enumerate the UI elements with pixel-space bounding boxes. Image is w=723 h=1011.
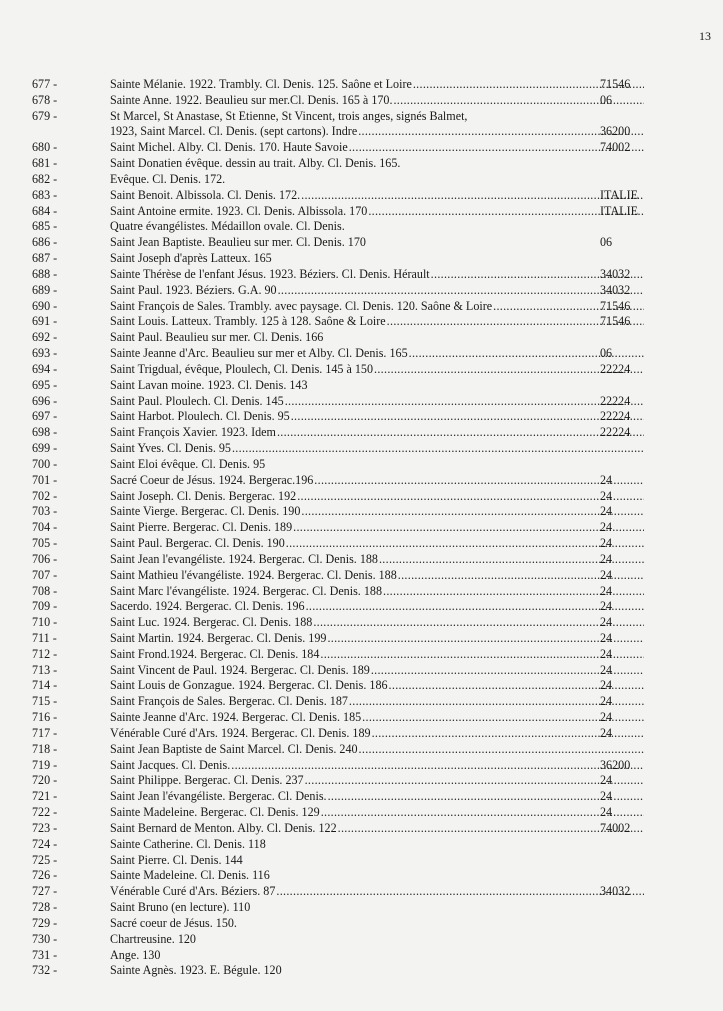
entry-description	[110, 219, 645, 235]
location-code: 71546	[600, 77, 631, 91]
entry-description	[110, 172, 645, 188]
entry-text: Saint Jean Baptiste. Beaulieu sur mer. Cl. Denis. 170	[110, 235, 366, 250]
entry-text: Saint Mathieu l'évangéliste. 1924. Bergerac. Cl. Denis. 188	[110, 567, 397, 582]
entry-number: 701 -	[32, 472, 58, 487]
entry-text: Chartreusine. 120	[110, 931, 196, 946]
entry-number: 720 -	[32, 773, 58, 788]
entry-description	[110, 568, 645, 584]
entry-text: Saint Harbot. Ploulech. Cl. Denis. 95	[110, 409, 290, 424]
catalogue-entry	[0, 916, 723, 932]
entry-text: Sacré Coeur de Jésus. 1924. Bergerac.196	[110, 472, 314, 487]
entry-text: Sainte Madeleine. Bergerac. Cl. Denis. 129	[110, 805, 320, 820]
location-code: 24	[600, 725, 613, 740]
catalogue-entry	[0, 710, 723, 726]
catalogue-entry	[0, 900, 723, 916]
entry-description	[110, 520, 645, 536]
entry-text: Saint François de Sales. Trambly. avec paysage. Cl. Denis. 120. Saône & Loire	[110, 298, 493, 313]
catalogue-entry	[0, 251, 723, 267]
entry-description	[110, 837, 645, 853]
catalogue-entry	[0, 283, 723, 299]
location-code: 06	[600, 346, 613, 361]
entry-number: 717 -	[32, 725, 58, 740]
entry-number: 724 -	[32, 836, 58, 851]
location-code: 22224	[600, 393, 631, 408]
entry-number: 714 -	[32, 678, 58, 693]
entry-number: 723 -	[32, 820, 58, 835]
location-code: 24	[600, 472, 613, 487]
entry-number: 695 -	[32, 377, 58, 392]
entry-description	[110, 489, 645, 505]
entry-number: 728 -	[32, 900, 58, 915]
entry-number: 727 -	[32, 884, 58, 899]
entry-number: 707 -	[32, 567, 58, 582]
entry-number: 693 -	[32, 346, 58, 361]
dot-leader	[297, 489, 644, 505]
entry-text: Sainte Catherine. Cl. Denis. 118	[110, 836, 266, 851]
entry-text: Saint Marc l'évangéliste. 1924. Bergerac. Cl. Denis. 188	[110, 583, 382, 598]
dot-leader	[327, 631, 644, 647]
location-code: 24	[600, 678, 613, 693]
location-code: 24	[600, 567, 613, 582]
entry-number: 703 -	[32, 504, 58, 519]
entry-description	[110, 536, 645, 552]
entry-number: 685 -	[32, 219, 58, 234]
entry-description	[110, 868, 645, 884]
catalogue-entry	[0, 362, 723, 378]
entry-text: Saint François de Sales. Bergerac. Cl. Denis. 187	[110, 694, 348, 709]
entry-description	[110, 805, 645, 821]
location-code: 36200	[600, 757, 631, 772]
entry-number: 709 -	[32, 599, 58, 614]
entry-number: 686 -	[32, 235, 58, 250]
entry-number: 726 -	[32, 868, 58, 883]
entry-text: Saint Louis. Latteux. Trambly. 125 à 128. Saône & Loire	[110, 314, 386, 329]
entry-description	[110, 457, 645, 473]
entry-description	[110, 330, 645, 346]
catalogue-entry	[0, 963, 723, 979]
entry-text: Saint Pierre. Cl. Denis. 144	[110, 852, 243, 867]
dot-leader	[320, 647, 644, 663]
dot-leader	[313, 615, 644, 631]
entry-description	[110, 853, 645, 869]
entry-description	[110, 235, 645, 251]
entry-number: 713 -	[32, 662, 58, 677]
entry-number: 718 -	[32, 741, 58, 756]
entry-text: Sainte Jeanne d'Arc. 1924. Bergerac. Cl. Denis. 185	[110, 710, 362, 725]
location-code: 24	[600, 520, 613, 535]
entry-description	[110, 156, 645, 172]
catalogue-entry	[0, 188, 723, 204]
entry-description	[110, 504, 645, 520]
entry-number: 677 -	[32, 77, 58, 91]
catalogue-entry	[0, 758, 723, 774]
location-code: 24	[600, 646, 613, 661]
catalogue-entry	[0, 204, 723, 220]
catalogue-entry	[0, 172, 723, 188]
catalogue-entry	[0, 378, 723, 394]
catalogue-entry	[0, 409, 723, 425]
entry-description	[110, 394, 645, 410]
dot-leader	[305, 773, 644, 789]
entry-description	[110, 584, 645, 600]
entry-number: 721 -	[32, 789, 58, 804]
entry-description	[110, 821, 645, 837]
entry-number: 704 -	[32, 520, 58, 535]
dot-leader	[293, 520, 644, 536]
location-code: 24	[600, 630, 613, 645]
catalogue-entry	[0, 140, 723, 156]
entry-description	[110, 362, 645, 378]
entry-text: 1923, Saint Marcel. Cl. Denis. (sept cartons). Indre	[110, 124, 358, 139]
dot-leader	[286, 536, 644, 552]
entry-description	[110, 409, 645, 425]
location-code: 71546	[600, 314, 631, 329]
entry-number: 710 -	[32, 615, 58, 630]
entry-number: 682 -	[32, 171, 58, 186]
entry-description	[110, 552, 645, 568]
dot-leader	[291, 409, 644, 425]
catalogue-entry	[0, 330, 723, 346]
entry-description	[110, 694, 645, 710]
entry-number: 708 -	[32, 583, 58, 598]
entry-number: 705 -	[32, 536, 58, 551]
catalogue-entry	[0, 821, 723, 837]
entry-text: Saint Paul. Ploulech. Cl. Denis. 145	[110, 393, 284, 408]
location-code: 24	[600, 551, 613, 566]
entry-text: Saint Jean l'evangéliste. 1924. Bergerac. Cl. Denis. 188	[110, 551, 378, 566]
entry-text: Saint Bruno (en lecture). 110	[110, 900, 251, 915]
entry-description	[110, 599, 645, 615]
entry-text: Saint Martin. 1924. Bergerac. Cl. Denis. 199	[110, 630, 327, 645]
catalogue-entry	[0, 884, 723, 900]
entry-description	[110, 663, 645, 679]
location-code: ITALIE	[600, 203, 638, 218]
catalogue-entry	[0, 663, 723, 679]
dot-leader	[278, 283, 644, 299]
entry-number: 683 -	[32, 187, 58, 202]
entry-text: Saint François Xavier. 1923. Idem	[110, 425, 276, 440]
catalogue-entry	[0, 853, 723, 869]
entry-description	[110, 900, 645, 916]
catalogue-entry	[0, 678, 723, 694]
location-code: 24	[600, 615, 613, 630]
location-code: 24	[600, 805, 613, 820]
entry-number: 729 -	[32, 915, 58, 930]
catalogue-entry	[0, 805, 723, 821]
location-code: 24	[600, 488, 613, 503]
entry-text: Vénérable Curé d'Ars. 1924. Bergerac. Cl. Denis. 189	[110, 725, 371, 740]
entry-description	[110, 647, 645, 663]
entry-description	[110, 251, 645, 267]
catalogue-entry	[0, 473, 723, 489]
entry-description	[110, 425, 645, 441]
catalogue-entry	[0, 504, 723, 520]
catalogue-entry	[0, 77, 723, 93]
catalogue-entry	[0, 837, 723, 853]
entry-text: Ange. 130	[110, 947, 161, 962]
dot-leader	[321, 805, 644, 821]
location-code: 24	[600, 694, 613, 709]
catalogue-entry	[0, 599, 723, 615]
catalogue-entry	[0, 394, 723, 410]
entry-text: Quatre évangélistes. Médaillon ovale. Cl. Denis.	[110, 219, 345, 234]
entry-text: Saint Vincent de Paul. 1924. Bergerac. Cl. Denis. 189	[110, 662, 370, 677]
entry-text: Sacré coeur de Jésus. 150.	[110, 915, 237, 930]
location-code: 71546	[600, 298, 631, 313]
location-code: 24	[600, 710, 613, 725]
entry-text: Sainte Agnès. 1923. E. Bégule. 120	[110, 963, 282, 978]
location-code: 34032	[600, 282, 631, 297]
catalogue-entry	[0, 647, 723, 663]
catalogue-entry	[0, 568, 723, 584]
dot-leader	[277, 425, 644, 441]
entry-text: Sacerdo. 1924. Bergerac. Cl. Denis. 196	[110, 599, 305, 614]
catalogue-entry	[0, 868, 723, 884]
entry-number: 716 -	[32, 710, 58, 725]
entry-number: 699 -	[32, 441, 58, 456]
catalogue-entry	[0, 156, 723, 172]
catalogue-entry	[0, 932, 723, 948]
location-code: 24	[600, 599, 613, 614]
entry-description	[110, 773, 645, 789]
entry-description	[110, 678, 645, 694]
entry-text: Saint Benoit. Albissola. Cl. Denis. 172.	[110, 187, 301, 202]
entry-text: Saint Trigdual, évêque, Ploulech, Cl. Denis. 145 à 150	[110, 361, 374, 376]
entry-number: 687 -	[32, 251, 58, 266]
entry-description	[110, 346, 645, 362]
location-code: 22224	[600, 361, 631, 376]
entry-description	[110, 932, 645, 948]
catalogue-entry	[0, 694, 723, 710]
entry-number: 719 -	[32, 757, 58, 772]
entry-text: Saint Joseph d'après Latteux. 165	[110, 251, 272, 266]
entry-number: 697 -	[32, 409, 58, 424]
catalogue-entry	[0, 615, 723, 631]
catalogue-entry	[0, 109, 723, 141]
entry-text: Saint Luc. 1924. Bergerac. Cl. Denis. 188	[110, 615, 313, 630]
entry-description	[110, 963, 645, 979]
entry-description	[110, 267, 645, 283]
entry-number: 690 -	[32, 298, 58, 313]
catalogue-list	[0, 77, 723, 979]
entry-text: Saint Donatien évêque. dessin au trait. Alby. Cl. Denis. 165.	[110, 156, 401, 171]
entry-number: 732 -	[32, 963, 58, 978]
entry-number: 696 -	[32, 393, 58, 408]
entry-description	[110, 726, 645, 742]
entry-number: 731 -	[32, 947, 58, 962]
dot-leader	[301, 188, 644, 204]
entry-number: 711 -	[32, 630, 57, 645]
dot-leader	[328, 789, 644, 805]
entry-description	[110, 441, 645, 457]
entry-number: 692 -	[32, 330, 58, 345]
catalogue-entry	[0, 789, 723, 805]
entry-text: Sainte Madeleine. Cl. Denis. 116	[110, 868, 270, 883]
page-number: 13	[699, 29, 711, 43]
entry-description	[110, 916, 645, 932]
catalogue-entry	[0, 536, 723, 552]
entry-description	[110, 789, 645, 805]
entry-number: 679 -	[32, 108, 58, 123]
entry-number: 688 -	[32, 266, 58, 281]
catalogue-entry	[0, 425, 723, 441]
entry-text: Evêque. Cl. Denis. 172.	[110, 171, 226, 186]
entry-text: Saint Jean Baptiste de Saint Marcel. Cl. Denis. 240	[110, 741, 358, 756]
location-code: 22224	[600, 409, 631, 424]
entry-number: 725 -	[32, 852, 58, 867]
catalogue-entry	[0, 314, 723, 330]
dot-leader	[285, 394, 644, 410]
dot-leader	[232, 441, 644, 457]
location-code: 34032	[600, 266, 631, 281]
entry-number: 700 -	[32, 456, 58, 471]
entry-text: Saint Pierre. Bergerac. Cl. Denis. 189	[110, 520, 293, 535]
location-code: 06	[600, 92, 613, 107]
entry-text: Sainte Thérèse de l'enfant Jésus. 1923. Béziers. Cl. Denis. Hérault	[110, 266, 430, 281]
entry-description	[110, 710, 645, 726]
entry-description	[110, 314, 645, 330]
entry-number: 678 -	[32, 92, 58, 107]
entry-number: 712 -	[32, 646, 58, 661]
entry-number: 689 -	[32, 282, 58, 297]
entry-text: Sainte Jeanne d'Arc. Beaulieu sur mer et Alby. Cl. Denis. 165	[110, 346, 408, 361]
dot-leader	[301, 504, 644, 520]
entry-text: Saint Lavan moine. 1923. Cl. Denis. 143	[110, 377, 308, 392]
entry-text: Saint Paul. 1923. Béziers. G.A. 90	[110, 282, 277, 297]
entry-description	[110, 93, 645, 109]
dot-leader	[231, 758, 644, 774]
entry-text: Saint Philippe. Bergerac. Cl. Denis. 237	[110, 773, 304, 788]
entry-description	[110, 742, 645, 758]
entry-text: Saint Eloi évêque. Cl. Denis. 95	[110, 456, 266, 471]
location-code: 74002	[600, 140, 631, 155]
catalogue-entry	[0, 584, 723, 600]
entry-text: Sainte Mélanie. 1922. Trambly. Cl. Denis. 125. Saône et Loire	[110, 77, 412, 91]
entry-number: 722 -	[32, 805, 58, 820]
catalogue-entry	[0, 520, 723, 536]
entry-text: Saint Yves. Cl. Denis. 95	[110, 441, 231, 456]
entry-text: Saint Frond.1924. Bergerac. Cl. Denis. 184	[110, 646, 320, 661]
dot-leader	[276, 884, 644, 900]
entry-description	[110, 188, 645, 204]
entry-description	[110, 615, 645, 631]
catalogue-entry	[0, 457, 723, 473]
entry-description	[110, 758, 645, 774]
dot-leader	[306, 599, 644, 615]
entry-number: 684 -	[32, 203, 58, 218]
entry-description	[110, 948, 645, 964]
entry-description	[110, 884, 645, 900]
location-code: 24	[600, 662, 613, 677]
catalogue-entry	[0, 948, 723, 964]
catalogue-entry	[0, 552, 723, 568]
dot-leader	[338, 821, 644, 837]
location-code: 24	[600, 536, 613, 551]
entry-description	[110, 204, 645, 220]
entry-description	[110, 140, 645, 156]
entry-text: Saint Jean l'évangéliste. Bergerac. Cl. Denis.	[110, 789, 327, 804]
catalogue-entry	[0, 773, 723, 789]
entry-text: Saint Joseph. Cl. Denis. Bergerac. 192	[110, 488, 297, 503]
dot-leader	[359, 742, 644, 758]
entry-description	[110, 299, 645, 315]
catalogue-entry	[0, 299, 723, 315]
entry-text: Saint Paul. Beaulieu sur mer. Cl. Denis. 166	[110, 330, 324, 345]
entry-description	[110, 283, 645, 299]
entry-number: 681 -	[32, 156, 58, 171]
location-code: 22224	[600, 425, 631, 440]
entry-text: Saint Louis de Gonzague. 1924. Bergerac. Cl. Denis. 186	[110, 678, 388, 693]
catalogue-entry	[0, 489, 723, 505]
entry-text: Sainte Vierge. Bergerac. Cl. Denis. 190	[110, 504, 301, 519]
entry-text: Saint Jacques. Cl. Denis.	[110, 757, 231, 772]
entry-text: Saint Bernard de Menton. Alby. Cl. Denis. 122	[110, 820, 337, 835]
location-code: 74002	[600, 820, 631, 835]
entry-description	[110, 109, 645, 141]
entry-number: 730 -	[32, 931, 58, 946]
entry-description	[110, 378, 645, 394]
entry-number: 698 -	[32, 425, 58, 440]
location-code: 34032	[600, 884, 631, 899]
catalogue-entry	[0, 219, 723, 235]
entry-description	[110, 631, 645, 647]
entry-text: Vénérable Curé d'Ars. Béziers. 87	[110, 884, 276, 899]
entry-number: 691 -	[32, 314, 58, 329]
location-code: 24	[600, 583, 613, 598]
catalogue-entry	[0, 93, 723, 109]
catalogue-entry	[0, 267, 723, 283]
catalogue-entry	[0, 346, 723, 362]
location-code: ITALIE	[600, 187, 638, 202]
dot-leader	[314, 473, 644, 489]
location-code: 24	[600, 773, 613, 788]
catalogue-entry	[0, 631, 723, 647]
entry-number: 715 -	[32, 694, 58, 709]
entry-text: Saint Paul. Bergerac. Cl. Denis. 190	[110, 536, 285, 551]
entry-number: 706 -	[32, 551, 58, 566]
entry-description	[110, 77, 645, 93]
entry-number: 694 -	[32, 361, 58, 376]
entry-text: St Marcel, St Anastase, St Etienne, St Vincent, trois anges, signés Balmet,	[110, 108, 468, 123]
entry-text: Saint Michel. Alby. Cl. Denis. 170. Haute Savoie	[110, 140, 348, 155]
location-code: 36200	[600, 124, 631, 139]
entry-text: Saint Antoine ermite. 1923. Cl. Denis. Albissola. 170	[110, 203, 368, 218]
location-code: 24	[600, 504, 613, 519]
entry-number: 702 -	[32, 488, 58, 503]
entry-description	[110, 473, 645, 489]
catalogue-entry	[0, 726, 723, 742]
location-code: 24	[600, 789, 613, 804]
location-code: 06	[600, 235, 613, 250]
catalogue-entry	[0, 441, 723, 457]
entry-number: 680 -	[32, 140, 58, 155]
entry-text: Sainte Anne. 1922. Beaulieu sur mer.Cl. Denis. 165 à 170.	[110, 92, 393, 107]
catalogue-entry	[0, 742, 723, 758]
catalogue-entry	[0, 235, 723, 251]
